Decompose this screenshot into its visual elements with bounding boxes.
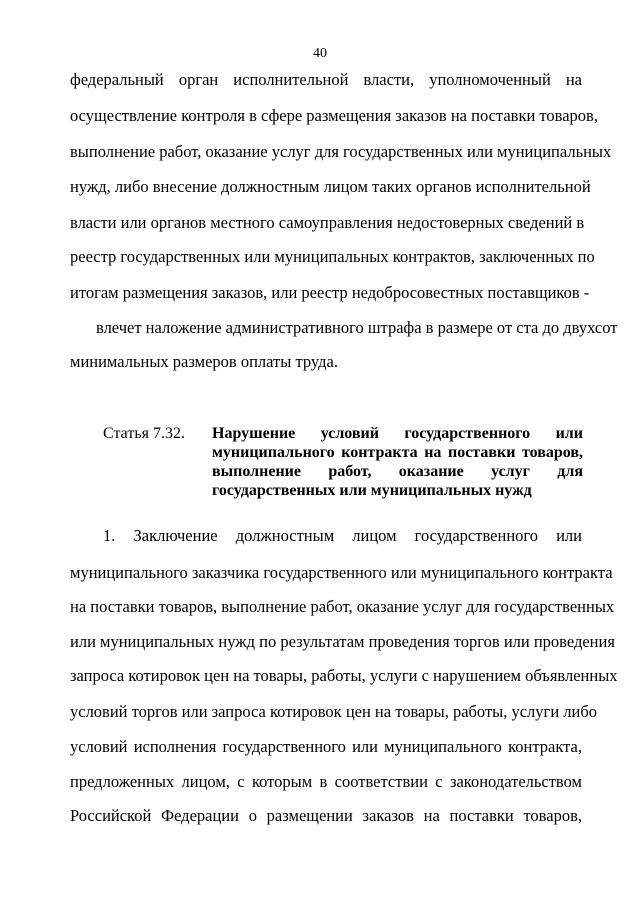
article-title-line: выполнение работ, оказание услуг для — [212, 463, 583, 480]
text-line: минимальных размеров оплаты труда. — [70, 352, 338, 371]
page-number: 40 — [313, 46, 327, 61]
text-line: выполнение работ, оказание услуг для государственных или муниципальных — [70, 142, 612, 161]
article-number: Статья 7.32. — [103, 425, 185, 442]
article-title-line: государственных или муниципальных нужд — [212, 482, 532, 499]
text-line: осуществление контроля в сфере размещения заказов на поставки товаров, — [70, 106, 598, 125]
text-line: Российской Федерации о размещении заказов на поставки товаров, — [70, 806, 582, 825]
text-line: условий исполнения государственного или муниципального контракта, — [70, 737, 582, 756]
text-line: предложенных лицом, с которым в соответствии с законодательством — [70, 772, 582, 791]
text-line: нужд, либо внесение должностным лицом таких органов исполнительной — [70, 177, 591, 196]
text-line: запроса котировок цен на товары, работы, услуги с нарушением объявленных — [70, 666, 618, 685]
text-line: итогам размещения заказов, или реестр недобросовестных поставщиков - — [70, 283, 590, 302]
article-title-line: Нарушение условий государственного или — [212, 425, 583, 442]
text-line: условий торгов или запроса котировок цен на товары, работы, услуги либо — [70, 702, 597, 721]
article-title-line: муниципального контракта на поставки товаров, — [212, 444, 583, 461]
text-line: на поставки товаров, выполнение работ, оказание услуг для государственных — [70, 597, 615, 616]
text-line: власти или органов местного самоуправления недостоверных сведений в — [70, 213, 585, 232]
text-line: реестр государственных или муниципальных контрактов, заключенных по — [70, 247, 595, 266]
text-line: 1. Заключение должностным лицом государственного или — [103, 526, 582, 545]
text-line: влечет наложение административного штрафа в размере от ста до двухсот — [96, 318, 618, 337]
text-line: или муниципальных нужд по результатам проведения торгов или проведения — [70, 632, 615, 651]
text-line: федеральный орган исполнительной власти, уполномоченный на — [70, 70, 582, 89]
text-line: муниципального заказчика государственного или муниципального контракта — [70, 563, 613, 582]
